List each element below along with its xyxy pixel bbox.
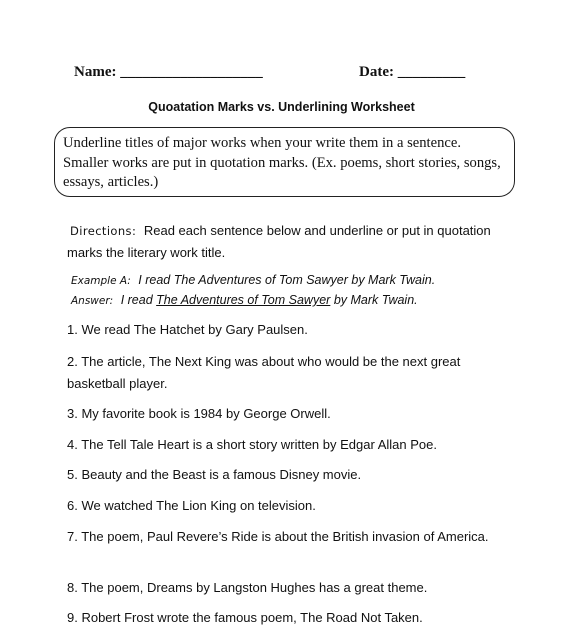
sentence-item: 9. Robert Frost wrote the famous poem, The Road Not Taken. — [67, 610, 423, 625]
answer-prefix: I read — [120, 293, 153, 307]
sentence-item: 3. My favorite book is 1984 by George Orwell. — [67, 406, 331, 421]
example-a-text: I read The Adventures of Tom Sawyer by Mark Twain. — [138, 273, 436, 287]
example-a — [71, 273, 435, 287]
sentence-item: 5. Beauty and the Beast is a famous Disney movie. — [67, 467, 362, 482]
sentence-item: 4. The Tell Tale Heart is a short story written by Edgar Allan Poe. — [67, 437, 437, 452]
sentence-item: 7. The poem, Paul Revere’s Ride is about the British invasion of America. — [67, 529, 489, 544]
sentence-item: 2. The article, The Next King was about who would be the next great basketball player. — [67, 354, 461, 391]
example-a-label: Example A: — [71, 275, 131, 287]
answer-title-underlined: The Adventures of Tom Sawyer — [156, 293, 331, 307]
rule-text: Underline titles of major works when your write them in a sentence. Smaller works are put in quotation marks. (Ex. poems, short stories, songs, essays, articles.) — [63, 135, 501, 190]
example-answer — [71, 293, 418, 307]
worksheet-title: Quoatation Marks vs. Underlining Worksheet — [148, 100, 415, 114]
sentence-item: 6. We watched The Lion King on television. — [67, 498, 316, 513]
rule-box — [54, 127, 515, 197]
answer-suffix: by Mark Twain. — [333, 293, 418, 307]
directions — [67, 220, 507, 264]
name-field: Name: ___________________ — [74, 64, 263, 80]
directions-label: Directions: — [70, 224, 137, 238]
directions-text: Read each sentence below and underline or put in quotation marks the literary work title. — [67, 223, 491, 260]
sentence-item: 1. We read The Hatchet by Gary Paulsen. — [67, 322, 308, 337]
date-field: Date: _________ — [359, 64, 466, 80]
header-row — [0, 64, 563, 84]
answer-label: Answer: — [71, 295, 114, 307]
sentence-item: 8. The poem, Dreams by Langston Hughes has a great theme. — [67, 580, 428, 595]
